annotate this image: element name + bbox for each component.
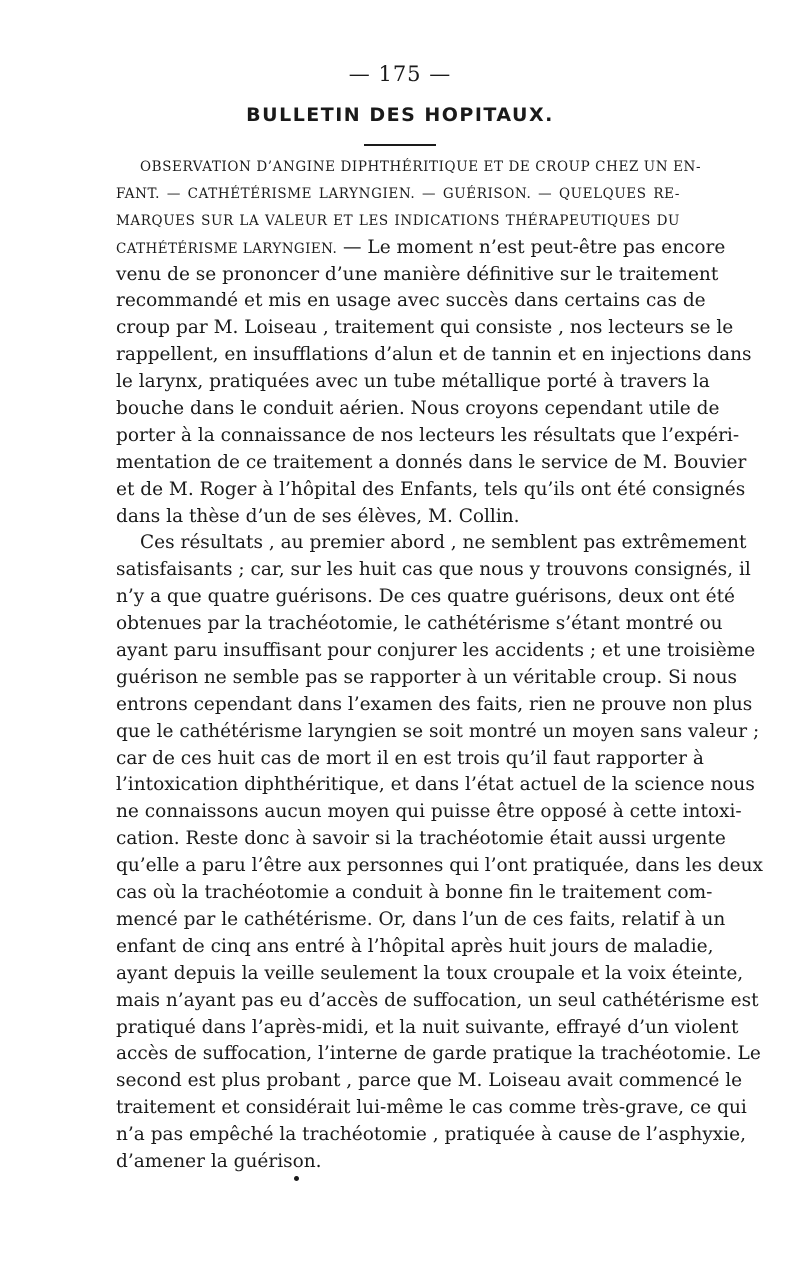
text-line: ne connaissons aucun moyen qui puisse être opposé à cette intoxi- — [116, 801, 742, 823]
text-line: Ces résultats , au premier abord , ne semblent pas extrêmement — [140, 532, 747, 554]
text-line: satisfaisants ; car, sur les huit cas que nous y trouvons consignés, il — [116, 559, 751, 581]
text-line: cation. Reste donc à savoir si la trachéotomie était aussi urgente — [116, 828, 726, 850]
text-line: accès de suffocation, l’interne de garde pratique la trachéotomie. Le — [116, 1043, 761, 1065]
page-number: — 175 — — [348, 62, 452, 86]
text-line: obtenues par la trachéotomie, le cathétérisme s’étant montré ou — [116, 613, 723, 635]
text-line: bouche dans le conduit aérien. Nous croyons cependant utile de — [116, 398, 720, 420]
text-line: second est plus probant , parce que M. Loiseau avait commencé le — [116, 1070, 743, 1092]
heading-line — [116, 235, 726, 262]
text-line: guérison ne semble pas se rapporter à un véritable croup. Si nous — [116, 666, 738, 688]
text-line: cas où la trachéotomie a conduit à bonne fin le traitement com- — [116, 882, 713, 904]
heading-line: MARQUES SUR LA VALEUR ET LES INDICATIONS THÉRAPEUTIQUES DU — [116, 212, 680, 229]
paragraph-2 — [116, 530, 763, 1175]
text-line: entrons cependant dans l’examen des faits, rien ne prouve non plus — [116, 693, 753, 715]
text-line: d’amener la guérison. — [116, 1150, 322, 1172]
text-line: traitement et considérait lui-même le cas comme très-grave, ce qui — [116, 1097, 747, 1119]
paragraph-1 — [116, 262, 752, 531]
text-line: ayant paru insuffisant pour conjurer les accidents ; et une troisième — [116, 640, 756, 662]
title-rule — [364, 144, 436, 146]
text-line: et de M. Roger à l’hôpital des Enfants, tels qu’ils ont été consignés — [116, 478, 746, 500]
text-line: car de ces huit cas de mort il en est trois qu’il faut rapporter à — [116, 747, 704, 769]
text-line: l’intoxication diphthéritique, et dans l’état actuel de la science nous — [116, 774, 755, 796]
text-line: qu’elle a paru l’être aux personnes qui l’ont pratiquée, dans les deux — [116, 855, 763, 877]
article-heading — [116, 154, 726, 262]
heading-caps-fragment: CATHÉTÉRISME LARYNGIEN. — [116, 240, 338, 257]
text-line: croup par M. Loiseau , traitement qui consiste , nos lecteurs se le — [116, 317, 734, 339]
text-line: que le cathétérisme laryngien se soit montré un moyen sans valeur ; — [116, 720, 760, 742]
text-line: n’a pas empêché la trachéotomie , pratiquée à cause de l’asphyxie, — [116, 1124, 746, 1146]
text-line: dans la thèse d’un de ses élèves, M. Collin. — [116, 505, 520, 527]
article-body — [116, 154, 763, 1176]
heading-text-fragment: — Le moment n’est peut-être pas encore — [337, 236, 726, 258]
text-line: enfant de cinq ans entré à l’hôpital après huit jours de maladie, — [116, 935, 714, 957]
text-line: mencé par le cathétérisme. Or, dans l’un de ces faits, relatif à un — [116, 908, 726, 930]
text-line: rappellent, en insufflations d’alun et de tannin et en injections dans — [116, 344, 752, 366]
heading-line: FANT. — CATHÉTÉRISME LARYNGIEN. — GUÉRISON. — QUELQUES RE- — [116, 185, 680, 202]
text-line: n’y a que quatre guérisons. De ces quatre guérisons, deux ont été — [116, 586, 736, 608]
text-line: mais n’ayant pas eu d’accès de suffocation, un seul cathétérisme est — [116, 989, 759, 1011]
running-title: BULLETIN DES HOPITAUX. — [246, 104, 554, 126]
text-line: mentation de ce traitement a donnés dans le service de M. Bouvier — [116, 451, 747, 473]
text-line: porter à la connaissance de nos lecteurs les résultats que l’expéri- — [116, 424, 740, 446]
text-line: pratiqué dans l’après-midi, et la nuit suivante, effrayé d’un violent — [116, 1016, 739, 1038]
text-line: venu de se prononcer d’une manière définitive sur le traitement — [116, 263, 719, 285]
heading-line: OBSERVATION D’ANGINE DIPHTHÉRITIQUE ET DE CROUP CHEZ UN EN- — [140, 159, 702, 175]
ink-dot — [294, 1176, 299, 1181]
text-line: recommandé et mis en usage avec succès dans certains cas de — [116, 290, 706, 312]
text-line: ayant depuis la veille seulement la toux croupale et la voix éteinte, — [116, 962, 744, 984]
text-line: le larynx, pratiquées avec un tube métallique porté à travers la — [116, 371, 710, 393]
